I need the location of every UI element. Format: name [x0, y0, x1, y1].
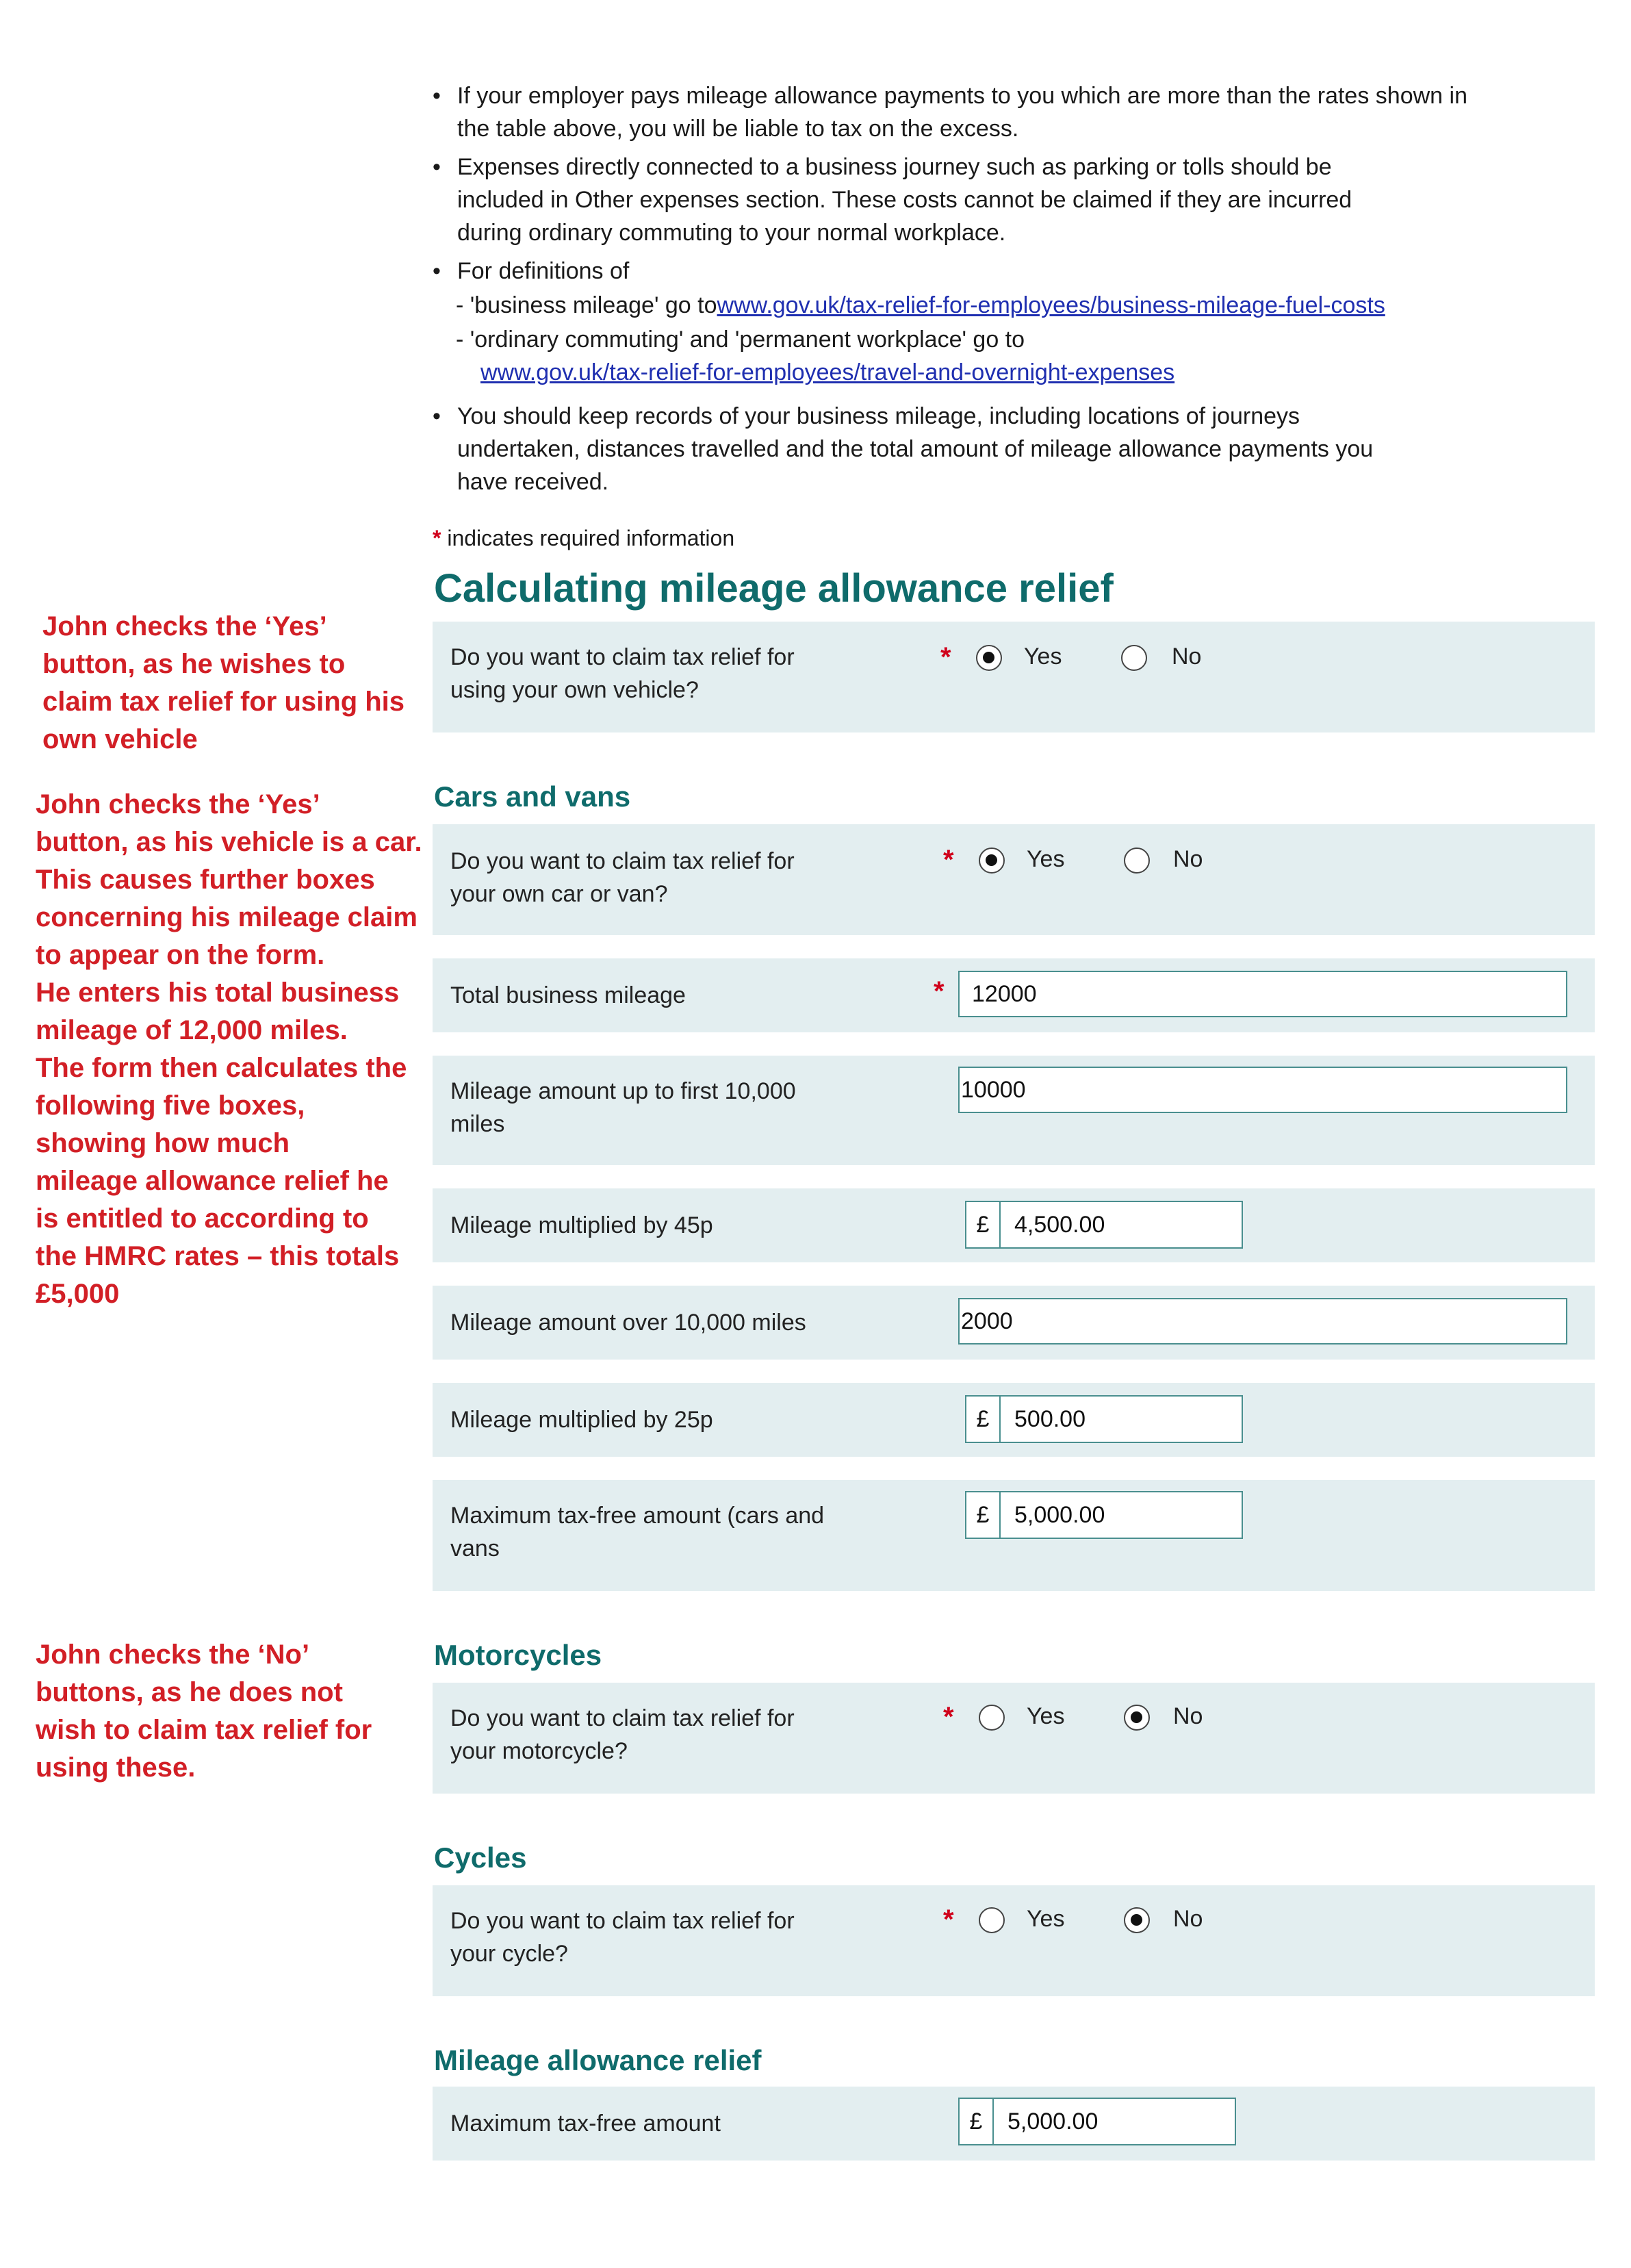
relief-max-amount-field[interactable]	[958, 2098, 1236, 2145]
cars-max-value: 5,000.00	[1014, 1502, 1105, 1528]
upto-mileage-input[interactable]: 10000	[958, 1067, 1567, 1113]
motorcycles-yes-radio[interactable]	[979, 1705, 1005, 1731]
bullet-dot: •	[433, 83, 441, 109]
pound-sign: £	[960, 2099, 994, 2144]
annotation-cars: John checks the ‘Yes’ button, as his vehicle is a car. This causes further boxes concerning his mileage claim to appear on the form. He enters his total business mileage of 12,000 miles. The form then calculates the following five boxes, showing how much mileage allowance relief he is entitled to according to the HMRC rates – this totals £5,000	[36, 789, 422, 1309]
cars-no-radio[interactable]	[1124, 848, 1150, 874]
page-title: Calculating mileage allowance relief	[434, 566, 1114, 611]
mult45-amount-field[interactable]	[965, 1201, 1243, 1249]
upto-mileage-label: Mileage amount up to first 10,000 miles	[450, 1078, 796, 1137]
motorcycles-yes-label: Yes	[1027, 1703, 1065, 1729]
cars-heading: Cars and vans	[434, 780, 631, 813]
required-star: *	[940, 642, 951, 672]
definition-commuting: - 'ordinary commuting' and 'permanent workplace' go to	[456, 327, 1025, 353]
total-mileage-panel	[433, 958, 1595, 1032]
over-mileage-label: Mileage amount over 10,000 miles	[450, 1310, 806, 1336]
pound-sign: £	[966, 1397, 1001, 1442]
relief-max-value: 5,000.00	[1007, 2108, 1099, 2135]
mult25-amount-field[interactable]	[965, 1395, 1243, 1443]
cycles-yes-label: Yes	[1027, 1906, 1065, 1932]
cars-max-label: Maximum tax-free amount (cars and vans	[450, 1503, 825, 1562]
mult25-label: Mileage multiplied by 25p	[450, 1407, 713, 1433]
cycles-heading: Cycles	[434, 1842, 527, 1874]
cars-panel	[433, 824, 1595, 935]
mult45-panel	[433, 1188, 1595, 1262]
required-star: *	[433, 526, 441, 550]
bullet-text: Expenses directly connected to a business journey such as parking or tolls should be included in Other expenses section. These costs cannot be claimed if they are incurred during ordinary commuting to your normal workplace.	[457, 154, 1352, 246]
mult45-value: 4,500.00	[1014, 1212, 1105, 1238]
bullet-text: For definitions of	[457, 258, 630, 284]
motorcycles-no-radio[interactable]	[1124, 1705, 1150, 1731]
total-mileage-label: Total business mileage	[450, 982, 686, 1008]
pound-sign: £	[966, 1202, 1001, 1247]
own-vehicle-no-label: No	[1172, 644, 1202, 670]
required-star: *	[934, 976, 945, 1006]
cars-max-panel	[433, 1480, 1595, 1591]
business-mileage-link[interactable]: www.gov.uk/tax-relief-for-employees/business-mileage-fuel-costs	[717, 292, 1385, 318]
total-mileage-input[interactable]: 12000	[958, 971, 1567, 1017]
own-vehicle-question: Do you want to claim tax relief for using your own vehicle?	[450, 644, 795, 703]
annotation-own-vehicle: John checks the ‘Yes’ button, as he wishes to claim tax relief for using his own vehicle	[42, 611, 405, 754]
required-star: *	[943, 1904, 954, 1935]
own-vehicle-yes-radio[interactable]	[976, 645, 1002, 671]
motorcycles-question: Do you want to claim tax relief for your motorcycle?	[450, 1705, 795, 1764]
cars-yes-radio[interactable]	[979, 848, 1005, 874]
annotation-motorcycles-cycles: John checks the ‘No’ buttons, as he does not wish to claim tax relief for using these.	[36, 1640, 372, 1783]
bullet-dot: •	[433, 154, 441, 180]
cycles-panel	[433, 1885, 1595, 1996]
motorcycles-panel	[433, 1683, 1595, 1794]
bullet-text: You should keep records of your business mileage, including locations of journeys undertaken, distances travelled and the total amount of mileage allowance payments you have received.	[457, 403, 1374, 495]
cars-yes-label: Yes	[1027, 846, 1065, 872]
motorcycles-no-label: No	[1173, 1703, 1203, 1729]
relief-panel	[433, 2087, 1595, 2161]
bullet-text: If your employer pays mileage allowance payments to you which are more than the rates shown in the table above, you will be liable to tax on the excess.	[457, 83, 1467, 142]
cycles-question: Do you want to claim tax relief for your cycle?	[450, 1908, 795, 1967]
required-info-note	[433, 526, 734, 551]
mult25-value: 500.00	[1014, 1406, 1086, 1432]
cycles-no-radio[interactable]	[1124, 1907, 1150, 1933]
cars-no-label: No	[1173, 846, 1203, 872]
definition-business-mileage	[456, 289, 1385, 322]
mult25-panel	[433, 1383, 1595, 1457]
over-mileage-panel	[433, 1286, 1595, 1360]
own-vehicle-yes-label: Yes	[1024, 644, 1062, 670]
relief-heading: Mileage allowance relief	[434, 2044, 762, 2076]
mult45-label: Mileage multiplied by 45p	[450, 1212, 713, 1238]
pound-sign: £	[966, 1492, 1001, 1538]
cars-max-amount-field[interactable]	[965, 1491, 1243, 1539]
upto-mileage-panel	[433, 1056, 1595, 1165]
required-info-text: indicates required information	[447, 526, 735, 550]
own-vehicle-panel	[433, 622, 1595, 732]
required-star: *	[943, 845, 954, 875]
required-star: *	[943, 1702, 954, 1732]
motorcycles-heading: Motorcycles	[434, 1639, 602, 1671]
cycles-no-label: No	[1173, 1906, 1203, 1932]
over-mileage-input[interactable]: 2000	[958, 1298, 1567, 1345]
bullet-dot: •	[433, 403, 441, 429]
relief-max-label: Maximum tax-free amount	[450, 2111, 721, 2137]
bullet-dot: •	[433, 258, 441, 284]
own-vehicle-no-radio[interactable]	[1121, 645, 1147, 671]
cars-question: Do you want to claim tax relief for your own car or van?	[450, 848, 795, 907]
travel-overnight-link[interactable]: www.gov.uk/tax-relief-for-employees/travel-and-overnight-expenses	[480, 359, 1175, 385]
definition-prefix: - 'business mileage' go to	[456, 292, 717, 318]
cycles-yes-radio[interactable]	[979, 1907, 1005, 1933]
